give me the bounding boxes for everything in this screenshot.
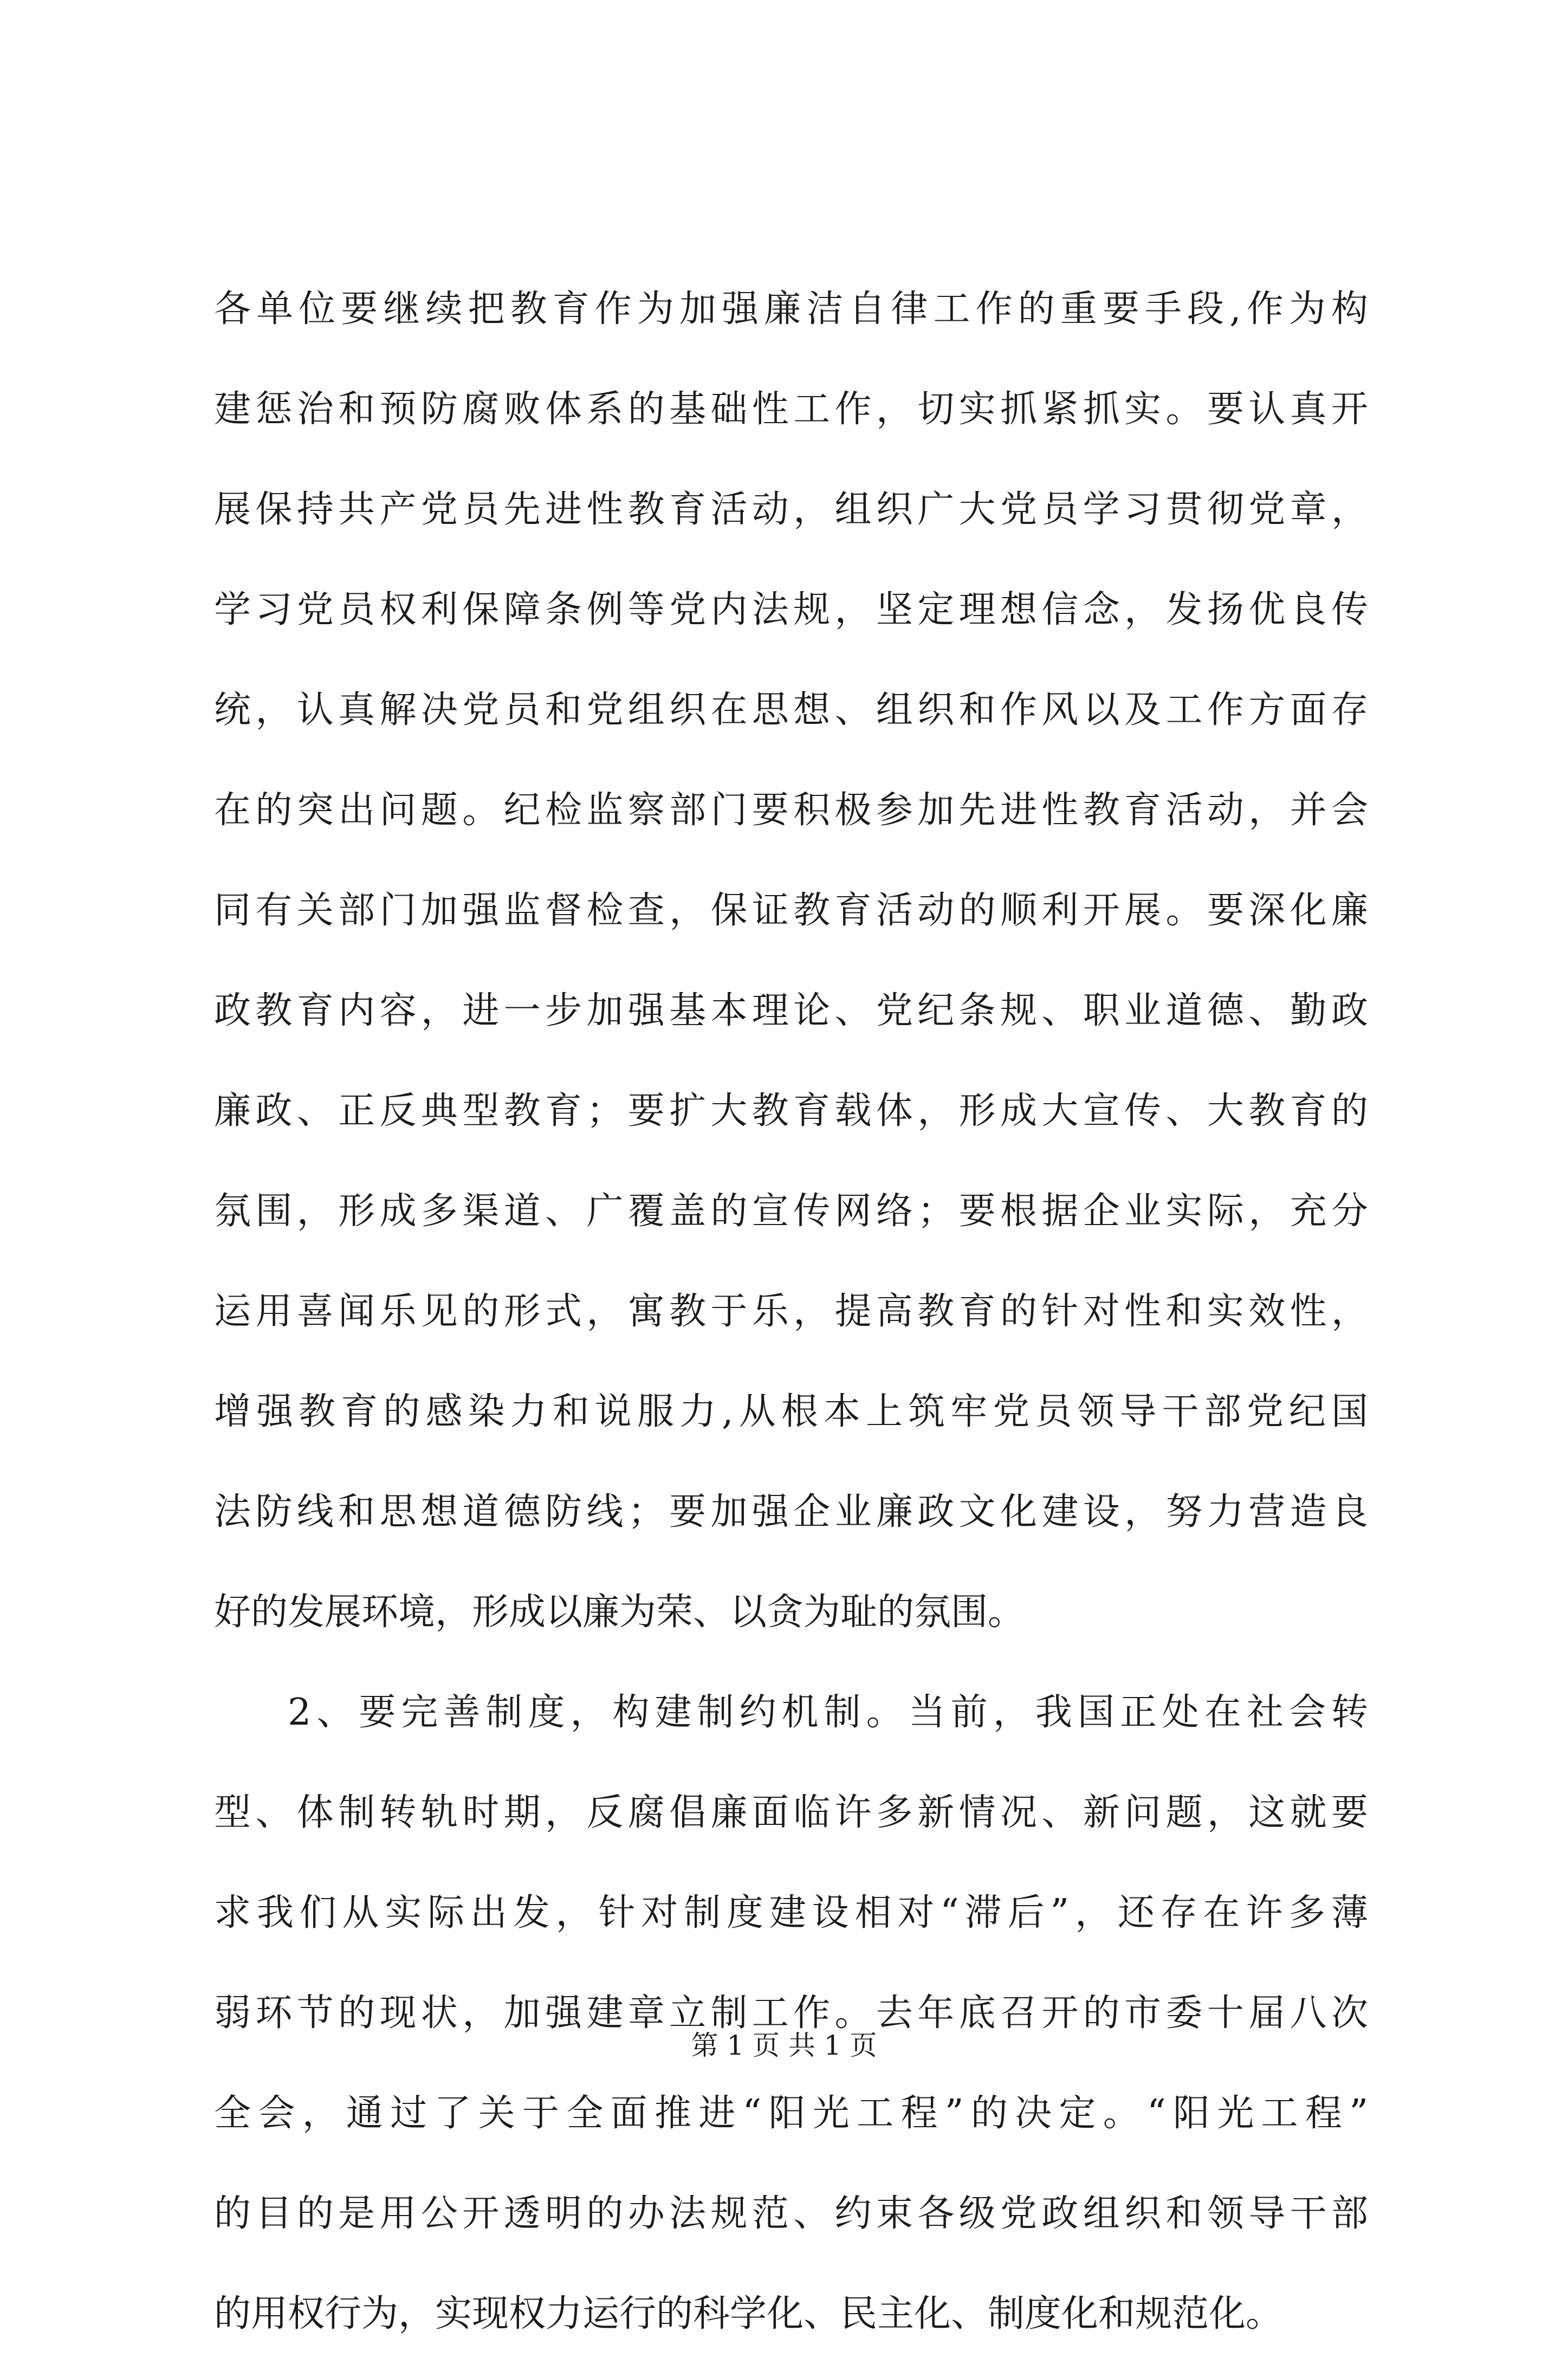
text-line: 建惩治和预防腐败体系的基础性工作，切实抓紧抓实。要认真开 xyxy=(214,388,1368,431)
text-line: 统，认真解决党员和党组织在思想、组织和作风以及工作方面存 xyxy=(214,689,1368,731)
text-line: 在的突出问题。纪检监察部门要积极参加先进性教育活动，并会 xyxy=(214,789,1368,832)
text-line: 增强教育的感染力和说服力,从根本上筑牢党员领导干部党纪国 xyxy=(214,1390,1368,1433)
paragraph xyxy=(214,259,1368,1662)
text-line: 求我们从实际出发，针对制度建设相对“滞后”，还存在许多薄 xyxy=(214,1892,1368,1934)
text-line: 展保持共产党员先进性教育活动，组织广大党员学习贯彻党章， xyxy=(214,488,1368,531)
text-line: 同有关部门加强监督检查，保证教育活动的顺利开展。要深化廉 xyxy=(214,889,1368,932)
text-line: 型、体制转轨时期，反腐倡廉面临许多新情况、新问题，这就要 xyxy=(214,1791,1368,1834)
text-line: 的目的是用公开透明的办法规范、约束各级党政组织和领导干部 xyxy=(214,2192,1368,2235)
text-line: 各单位要继续把教育作为加强廉洁自律工作的重要手段,作为构 xyxy=(214,288,1368,331)
text-line: 2、要完善制度，构建制约机制。当前，我国正处在社会转 xyxy=(288,1691,1368,1734)
text-line: 好的发展环境，形成以廉为荣、以贪为耻的氛围。 xyxy=(214,1591,1025,1634)
text-line: 廉政、正反典型教育；要扩大教育载体，形成大宣传、大教育的 xyxy=(214,1090,1368,1132)
text-line: 氛围，形成多渠道、广覆盖的宣传网络；要根据企业实际，充分 xyxy=(214,1190,1368,1233)
text-line: 全会，通过了关于全面推进“阳光工程”的决定。“阳光工程” xyxy=(214,2092,1368,2135)
text-line: 法防线和思想道德防线；要加强企业廉政文化建设，努力营造良 xyxy=(214,1491,1368,1533)
text-line: 的用权行为，实现权力运行的科学化、民主化、制度化和规范化。 xyxy=(214,2292,1283,2335)
text-line: 运用喜闻乐见的形式，寓教于乐，提高教育的针对性和实效性， xyxy=(214,1290,1368,1333)
paragraph xyxy=(214,1662,1368,2364)
page-footer: 第 1 页 共 1 页 xyxy=(691,2030,877,2061)
text-line: 政教育内容，进一步加强基本理论、党纪条规、职业道德、勤政 xyxy=(214,989,1368,1032)
text-line: 弱环节的现状，加强建章立制工作。去年底召开的市委十届八次 xyxy=(214,1992,1368,2035)
text-line: 学习党员权利保障条例等党内法规，坚定理想信念，发扬优良传 xyxy=(214,588,1368,631)
